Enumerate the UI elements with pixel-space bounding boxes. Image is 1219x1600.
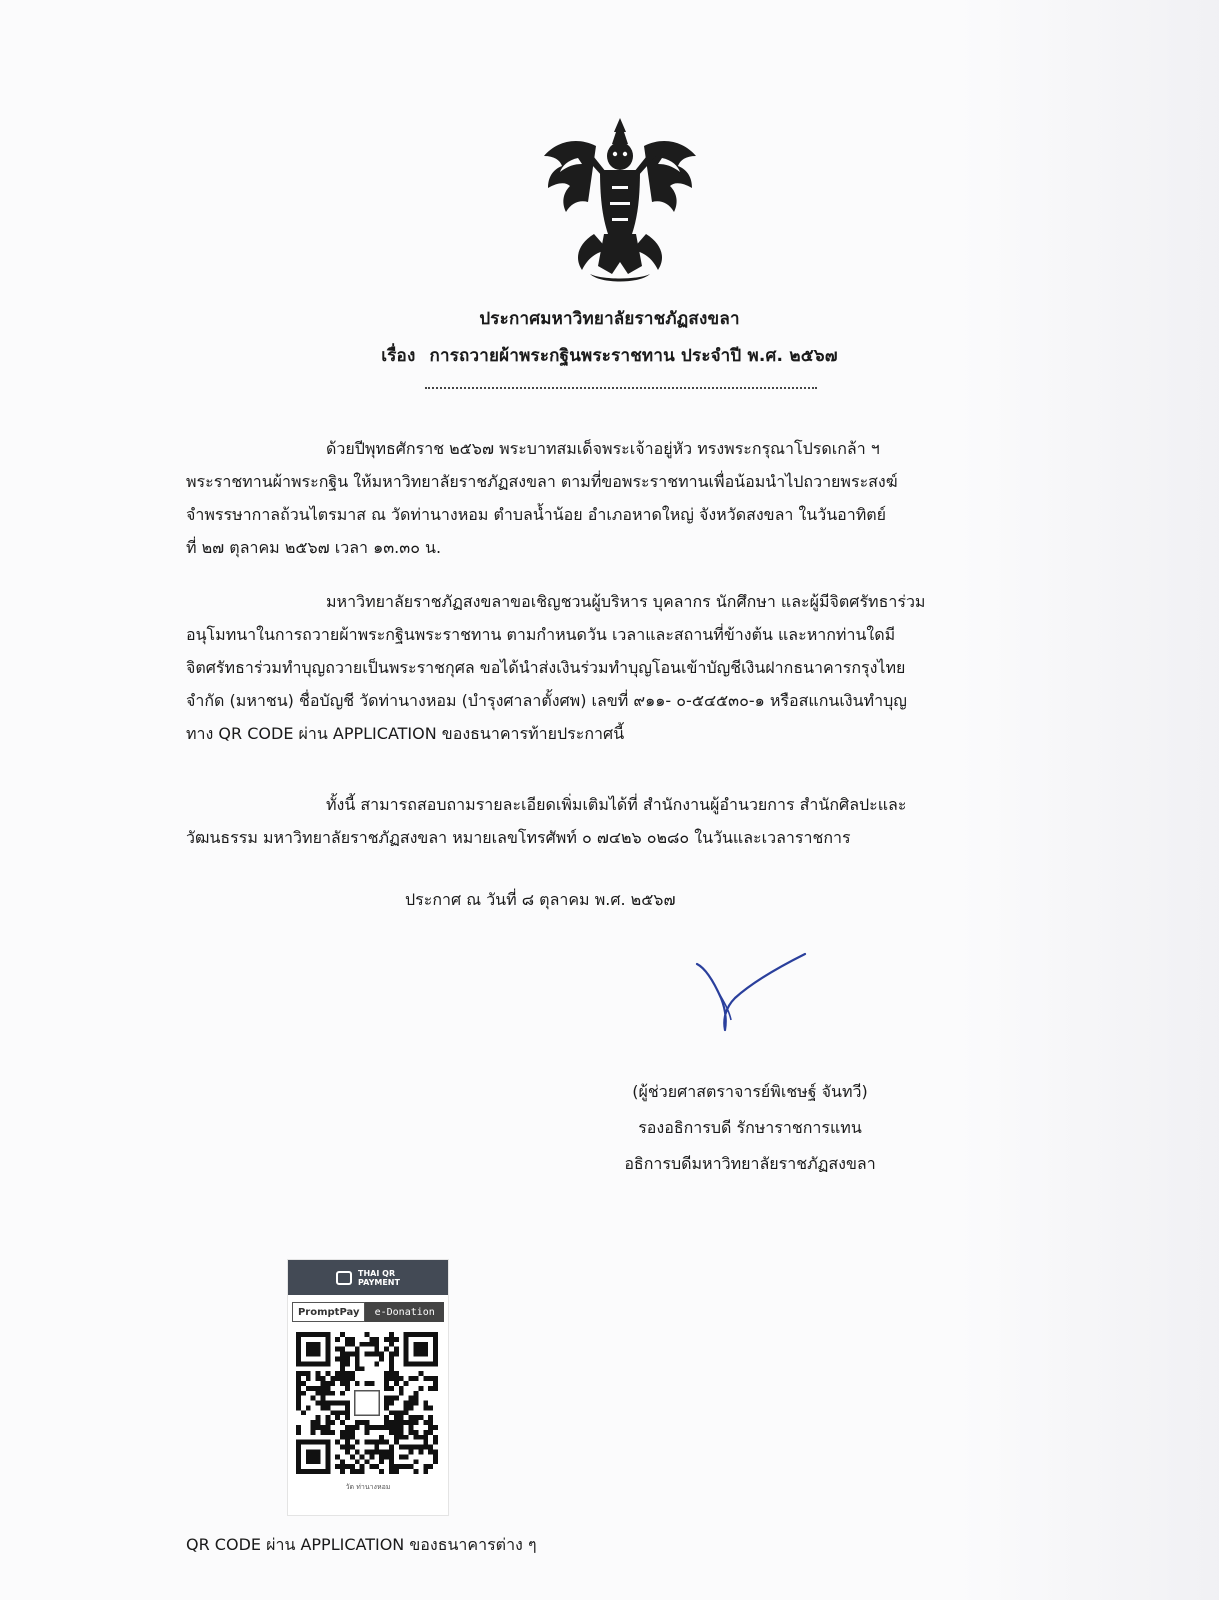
signatory-block bbox=[590, 1074, 910, 1182]
paragraph-line: ด้วยปีพุทธศักราช ๒๕๖๗ พระบาทสมเด็จพระเจ้าอยู่หัว ทรงพระกรุณาโปรดเกล้า ฯ bbox=[326, 439, 880, 458]
qr-caption: วัด ท่านางหอม bbox=[345, 1483, 391, 1491]
paragraph-1 bbox=[186, 432, 1056, 564]
thai-qr-text: THAI QR bbox=[358, 1268, 396, 1278]
qr-payment-card[interactable] bbox=[288, 1260, 448, 1515]
signatory-position-1: รองอธิการบดี รักษาราชการแทน bbox=[638, 1118, 862, 1137]
paragraph-line: มหาวิทยาลัยราชภัฏสงขลาขอเชิญชวนผู้บริหาร บุคลากร นักศึกษา และผู้มีจิตศรัทธาร่วม bbox=[326, 592, 926, 611]
promptpay-logo: PromptPay bbox=[292, 1302, 365, 1322]
paragraph-line: พระราชทานผ้าพระกฐิน ให้มหาวิทยาลัยราชภัฏสงขลา ตามที่ขอพระราชทานเพื่อน้อมนำไปถวายพระสงฆ์ bbox=[186, 472, 898, 491]
paragraph-2 bbox=[186, 585, 1056, 750]
payment-logos bbox=[292, 1302, 444, 1322]
signature-icon bbox=[695, 950, 815, 1036]
announcement-subject bbox=[0, 342, 1219, 369]
paragraph-line: อนุโมทนาในการถวายผ้าพระกฐินพระราชทาน ตามกำหนดวัน เวลาและสถานที่ข้างต้น และหากท่านใดมี bbox=[186, 625, 896, 644]
thai-qr-icon bbox=[336, 1271, 352, 1285]
signatory-position-2: อธิการบดีมหาวิทยาลัยราชภัฏสงขลา bbox=[624, 1154, 876, 1173]
paragraph-line: วัฒนธรรม มหาวิทยาลัยราชภัฏสงขลา หมายเลขโทรศัพท์ ๐ ๗๔๒๖ ๐๒๘๐ ในวันและเวลาราชการ bbox=[186, 828, 851, 847]
subject-text: การถวายผ้าพระกฐินพระราชทาน ประจำปี พ.ศ. ๒๕๖๗ bbox=[429, 346, 838, 366]
qr-code-icon[interactable] bbox=[296, 1332, 438, 1474]
signatory-name: (ผู้ช่วยศาสตราจารย์พิเชษฐ์ จันทวี) bbox=[632, 1082, 868, 1101]
qr-instruction: QR CODE ผ่าน APPLICATION ของธนาคารต่าง ๆ bbox=[186, 1535, 537, 1554]
subject-label: เรื่อง bbox=[381, 346, 416, 366]
edonation-logo: e-Donation bbox=[365, 1302, 444, 1322]
paragraph-line: ทาง QR CODE ผ่าน APPLICATION ของธนาคารท้ายประกาศนี้ bbox=[186, 724, 625, 743]
paragraph-3 bbox=[186, 788, 1056, 854]
announcement-title: ประกาศมหาวิทยาลัยราชภัฏสงขลา bbox=[479, 309, 740, 329]
thai-qr-header bbox=[288, 1260, 448, 1295]
dotted-divider bbox=[425, 387, 817, 389]
paragraph-line: จิตศรัทธาร่วมทำบุญถวายเป็นพระราชกุศล ขอได้นำส่งเงินร่วมทำบุญโอนเข้าบัญชีเงินฝากธนาคารกรุงไทย bbox=[186, 658, 906, 677]
paragraph-line: ทั้งนี้ สามารถสอบถามรายละเอียดเพิ่มเติมได้ที่ สำนักงานผู้อำนวยการ สำนักศิลปะและ bbox=[326, 795, 907, 814]
paragraph-line: จำกัด (มหาชน) ชื่อบัญชี วัดท่านางหอม (บำรุงศาลาตั้งศพ) เลขที่ ๙๑๑- ๐-๕๔๕๓๐-๑ หรือสแกนเงินทำบุญ bbox=[186, 691, 907, 710]
garuda-emblem-icon bbox=[538, 116, 702, 288]
announce-date: ประกาศ ณ วันที่ ๘ ตุลาคม พ.ศ. ๒๕๖๗ bbox=[405, 890, 676, 909]
payment-text: PAYMENT bbox=[358, 1277, 400, 1287]
paragraph-line: จำพรรษากาลถ้วนไตรมาส ณ วัดท่านางหอม ตำบลน้ำน้อย อำเภอหาดใหญ่ จังหวัดสงขลา ในวันอาทิตย์ bbox=[186, 505, 887, 524]
paragraph-line: ที่ ๒๗ ตุลาคม ๒๕๖๗ เวลา ๑๓.๓๐ น. bbox=[186, 538, 442, 557]
